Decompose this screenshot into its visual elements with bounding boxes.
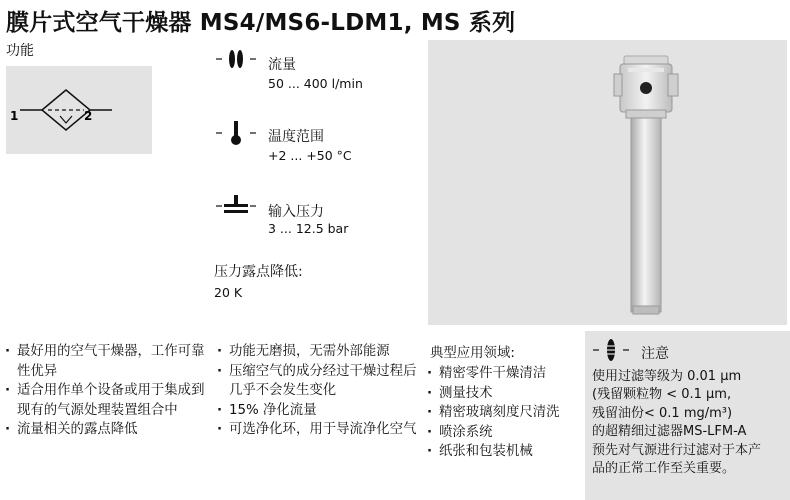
note-title: 注意 [641, 346, 669, 362]
spec-pressure-title: 输入压力 [268, 204, 324, 220]
spec-flow-title: 流量 [268, 57, 296, 73]
dew-point-value: 20 K [214, 285, 243, 300]
note-line: (残留颗粒物 < 0.1 µm, [592, 387, 732, 403]
applications-list [426, 364, 586, 462]
list-item: · 精密零件干燥清洁 [426, 364, 586, 384]
list-item: · 适合用作单个设备或用于集成到现有的气源处理装置组合中 [4, 381, 214, 420]
dryer-symbol-icon [6, 66, 152, 154]
list-item: · 功能无磨损，无需外部能源 [216, 342, 426, 362]
note-text [592, 368, 761, 478]
spec-temperature-value: +2 ... +50 °C [268, 148, 352, 163]
product-image [428, 40, 787, 325]
pressure-icon [214, 192, 258, 220]
list-item: · 测量技术 [426, 384, 586, 404]
list-item: · 喷涂系统 [426, 423, 586, 443]
thermometer-icon [214, 120, 258, 150]
spec-pressure-value: 3 ... 12.5 bar [268, 221, 349, 236]
list-item: · 最好用的空气干燥器，工作可靠性优异 [4, 342, 214, 381]
membrane-dryer-image [428, 40, 787, 325]
spec-temperature-title: 温度范围 [268, 129, 324, 145]
note-line: 品的正常工作至关重要。 [592, 461, 736, 477]
function-symbol [6, 66, 152, 154]
list-item: · 精密玻璃刻度尺清洗 [426, 403, 586, 423]
list-item: · 纸张和包装机械 [426, 442, 586, 462]
dew-point-title: 压力露点降低: [214, 264, 303, 280]
note-box [585, 331, 790, 500]
note-icon [591, 337, 631, 367]
list-item: · 流量相关的露点降低 [4, 420, 214, 440]
applications-title: 典型应用领域: [430, 346, 515, 361]
features-list-1 [4, 342, 214, 440]
list-item: · 可选净化环，用于导流净化空气 [216, 420, 426, 440]
note-line: 预先对气源进行过滤对于本产 [592, 442, 762, 458]
function-label: 功能 [6, 43, 34, 59]
note-line: 使用过滤等级为 0.01 µm [592, 369, 742, 384]
note-line: 残留油份< 0.1 mg/m³) [592, 405, 733, 421]
list-item: · 15% 净化流量 [216, 401, 426, 421]
port-out-label: 2 [84, 109, 93, 123]
port-in-label: 1 [10, 109, 19, 123]
spec-flow-value: 50 ... 400 l/min [268, 76, 363, 91]
flow-icon [214, 48, 258, 74]
note-line: 的超精细过滤器MS-LFM-A [592, 424, 747, 440]
list-item: · 压缩空气的成分经过干燥过程后几乎不会发生变化 [216, 362, 426, 401]
features-list-2 [216, 342, 426, 440]
page-title: 膜片式空气干燥器 MS4/MS6-LDM1, MS 系列 [6, 10, 516, 36]
